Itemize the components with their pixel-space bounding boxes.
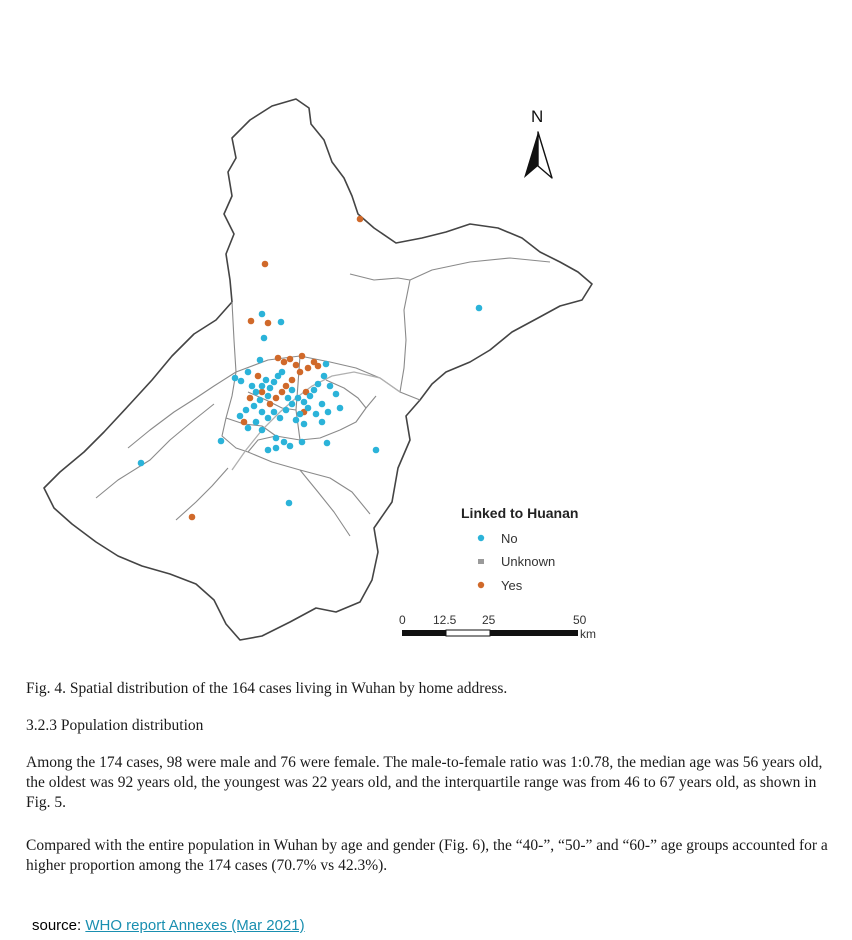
legend-label-no: No <box>501 531 518 546</box>
scale-tick-0: 0 <box>399 613 406 627</box>
case-point-no <box>232 375 239 382</box>
case-point-no <box>279 369 286 376</box>
legend-title: Linked to Huanan <box>461 505 579 521</box>
case-point-no <box>476 305 483 312</box>
scale-segment <box>490 630 578 636</box>
case-point-yes <box>289 377 296 384</box>
case-point-no <box>267 385 274 392</box>
legend-label-unknown: Unknown <box>501 554 556 569</box>
case-point-no <box>138 460 145 467</box>
case-point-no <box>237 413 244 420</box>
case-point-yes <box>241 419 248 426</box>
case-point-no <box>261 335 268 342</box>
scale-tick-12-5: 12.5 <box>433 613 457 627</box>
case-point-no <box>319 419 326 426</box>
case-point-no <box>273 435 280 442</box>
case-point-no <box>337 405 344 412</box>
figure-caption: Fig. 4. Spatial distribution of the 164 cases living in Wuhan by home address. <box>26 680 508 697</box>
case-point-no <box>324 440 331 447</box>
case-point-yes <box>305 365 312 372</box>
case-point-yes <box>255 373 262 380</box>
case-point-no <box>313 411 320 418</box>
case-point-yes <box>247 395 254 402</box>
north-arrow-icon <box>524 132 538 178</box>
case-point-no <box>265 447 272 454</box>
source-prefix: source: <box>32 917 86 934</box>
case-point-no <box>373 447 380 454</box>
section-heading: 3.2.3 Population distribution <box>26 717 204 734</box>
case-point-yes <box>283 383 290 390</box>
case-point-yes <box>259 389 266 396</box>
case-point-yes <box>293 362 300 369</box>
case-point-yes <box>287 356 294 363</box>
case-point-no <box>259 383 266 390</box>
scale-tick-50: 50 <box>573 613 587 627</box>
case-point-no <box>311 387 318 394</box>
case-point-no <box>301 421 308 428</box>
case-point-yes <box>299 353 306 360</box>
case-point-no <box>289 401 296 408</box>
case-point-no <box>293 417 300 424</box>
case-point-yes <box>265 320 272 327</box>
case-point-no <box>321 373 328 380</box>
case-point-yes <box>281 359 288 366</box>
scale-segment <box>446 630 490 636</box>
case-point-no <box>243 407 250 414</box>
case-point-yes <box>273 395 280 402</box>
case-point-no <box>257 357 264 364</box>
case-point-yes <box>275 355 282 362</box>
cases-linked-yes <box>189 216 364 521</box>
case-point-yes <box>267 401 274 408</box>
case-point-yes <box>315 363 322 370</box>
case-point-no <box>245 425 252 432</box>
north-arrow <box>524 107 552 178</box>
legend-swatch-yes <box>478 582 484 588</box>
cases-linked-no <box>138 305 483 507</box>
case-point-no <box>238 378 245 385</box>
case-point-no <box>315 381 322 388</box>
case-point-no <box>299 439 306 446</box>
case-point-no <box>283 407 290 414</box>
case-point-yes <box>189 514 196 521</box>
case-point-no <box>323 361 330 368</box>
case-point-no <box>253 389 260 396</box>
source-line <box>32 917 305 934</box>
case-point-no <box>251 403 258 410</box>
case-point-no <box>271 409 278 416</box>
case-point-no <box>263 377 270 384</box>
case-point-no <box>327 383 334 390</box>
case-point-no <box>295 395 302 402</box>
case-point-no <box>271 379 278 386</box>
scale-tick-25: 25 <box>482 613 496 627</box>
case-point-no <box>307 393 314 400</box>
paragraph-age-groups: Compared with the entire population in Wuhan by age and gender (Fig. 6), the “40-”, “50-” and “60-” age groups accounted for a higher proportion among the 174 cases (70.7% vs 42.3%). <box>26 837 828 874</box>
scale-bar <box>399 613 596 641</box>
case-point-no <box>287 443 294 450</box>
case-point-no <box>259 311 266 318</box>
legend <box>461 505 578 593</box>
case-point-no <box>289 387 296 394</box>
legend-label-yes: Yes <box>501 578 523 593</box>
case-point-no <box>265 415 272 422</box>
case-point-yes <box>357 216 364 223</box>
case-point-no <box>253 419 260 426</box>
case-point-no <box>325 409 332 416</box>
case-point-no <box>319 401 326 408</box>
district-boundaries <box>96 258 550 536</box>
case-point-no <box>245 369 252 376</box>
case-point-no <box>281 439 288 446</box>
case-point-yes <box>248 318 255 325</box>
case-point-no <box>257 397 264 404</box>
case-point-no <box>297 411 304 418</box>
case-point-no <box>305 405 312 412</box>
north-label: N <box>531 107 544 126</box>
case-point-no <box>273 445 280 452</box>
case-point-no <box>259 409 266 416</box>
case-point-no <box>218 438 225 445</box>
scale-unit: km <box>580 627 596 641</box>
case-point-no <box>277 415 284 422</box>
case-point-no <box>265 393 272 400</box>
case-point-no <box>278 319 285 326</box>
case-point-no <box>301 399 308 406</box>
case-point-no <box>286 500 293 507</box>
legend-swatch-unknown <box>478 559 484 564</box>
source-link[interactable]: WHO report Annexes (Mar 2021) <box>85 917 305 934</box>
case-point-yes <box>279 389 286 396</box>
case-point-no <box>333 391 340 398</box>
case-point-no <box>285 395 292 402</box>
case-point-yes <box>262 261 269 268</box>
case-point-no <box>259 427 266 434</box>
scale-segment <box>402 630 446 636</box>
paragraph-demographics: Among the 174 cases, 98 were male and 76 were female. The male-to-female ratio was 1:0.78, the median age was 56 years old, the oldest was 92 years old, the youngest was 22 years old, and the interquartile range was from 46 to 67 years old, as shown in Fig. 5. <box>26 754 823 811</box>
case-point-no <box>249 383 256 390</box>
case-point-yes <box>297 369 304 376</box>
legend-swatch-no <box>478 535 484 541</box>
